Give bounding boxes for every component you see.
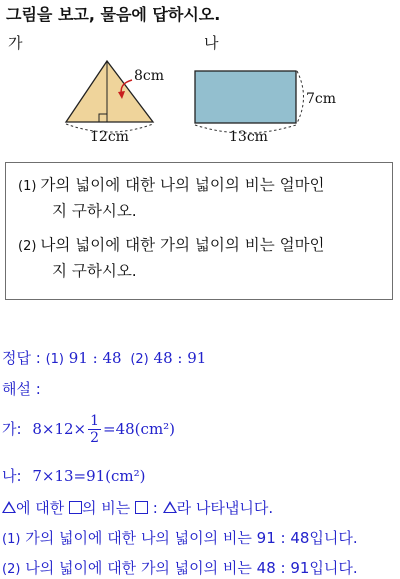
rule-text-1: 에 대한 [16,499,70,517]
fraction-denominator: 2 [90,430,100,446]
answer-1-number: (1) [45,352,65,367]
solution-1-number: (1) [2,532,21,547]
rule-text-4: 라 나타냅니다. [176,499,274,517]
geometry-figure [0,0,400,160]
area-na-label: 나: [2,467,22,485]
page-title: 그림을 보고, 물음에 답하시오. [6,5,221,24]
triangle-icon [163,501,177,513]
figure-label-na: 나 [204,34,219,52]
triangle-height-label: 8cm [134,68,165,84]
rect-width-label: 13cm [229,129,268,145]
area-na-expression: 7×13=91(cm²) [32,467,146,485]
ratio-rule-line [2,497,273,518]
answer-1: 91 : 48 [68,349,122,367]
area-ga-result: =48(cm²) [103,420,176,438]
question-text-cont: 지 구하시오. [52,202,137,220]
question-2 [18,233,390,284]
triangle-icon [2,501,16,513]
solution-1-line [2,527,358,548]
question-number: (1) [18,179,37,194]
rule-text-2: 의 비는 [82,499,136,517]
fraction-numerator: 1 [90,413,100,429]
figure-label-ga: 가 [8,34,23,52]
square-icon [135,501,148,514]
area-ga-label: 가: [2,420,22,438]
question-text: 가의 넓이에 대한 나의 넓이의 비는 얼마인 [40,176,325,194]
question-text-cont: 지 구하시오. [52,262,137,280]
rule-text-3: : [148,499,163,517]
question-box [5,162,393,300]
explanation-label: 해설 : [2,380,41,398]
height-dimension-arc [297,71,304,123]
fraction-one-half [88,413,101,446]
area-ga-expression: 8×12× [32,420,87,438]
square-icon [69,501,82,514]
question-1 [18,173,390,224]
rectangle-shape [195,71,296,123]
answer-line [2,347,206,368]
solution-2-line [2,557,358,578]
answer-2: 48 : 91 [153,349,207,367]
solution-2-text: 나의 넓이에 대한 가의 넓이의 비는 48 : 91입니다. [25,559,358,577]
solution-2-number: (2) [2,562,21,577]
rect-height-label: 7cm [306,91,337,107]
area-ga-line [2,413,175,446]
triangle-base-label: 12cm [90,129,129,145]
area-na-line [2,465,146,486]
answer-2-number: (2) [130,352,149,367]
question-number: (2) [18,239,37,254]
question-text: 나의 넓이에 대한 가의 넓이의 비는 얼마인 [40,236,325,254]
solution-1-text: 가의 넓이에 대한 나의 넓이의 비는 91 : 48입니다. [25,529,358,547]
answer-label: 정답 : [2,349,41,367]
